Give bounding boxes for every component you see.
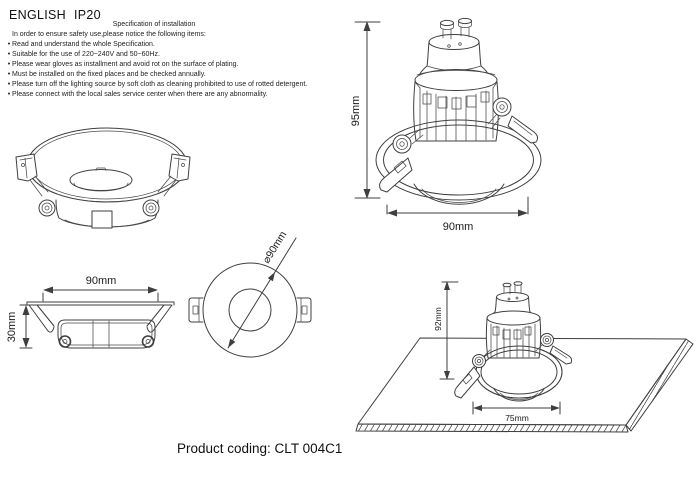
spec-item-text: Please wear gloves as installment and avoid rot on the surface of plating. [12,61,239,68]
dim-label-92mm: 92mm [433,307,443,331]
spec-item [6,70,306,80]
drawing-trim-ring-perspective [8,124,198,236]
spec-item [6,50,306,60]
drawing-lamp-assembly-perspective [350,8,585,233]
heatsink [414,70,499,142]
spec-item-text: Read and understand the whole Specification. [12,41,155,48]
dim-label-diameter: ⌀90mm [260,229,290,266]
spec-item [6,60,306,70]
drawing-ring-top-view [186,220,321,365]
spec-item [6,40,306,50]
spec-item [6,80,306,90]
dim-label-30mm: 30mm [6,311,18,343]
dimension-95mm [350,21,380,199]
specification-block [6,20,306,100]
spec-item-text: Suitable for the use of 220~240V and 50~60Hz. [12,51,160,58]
ring-profile [27,302,174,348]
dimension-width-90mm [43,275,158,301]
ring-top-body [189,263,311,357]
drawing-installation-view [350,275,696,440]
specification-title: Specification of installation [112,21,196,28]
spec-item-text: Must be installed on the fixed places and be checked annually. [12,71,206,78]
dim-label-75mm: 75mm [505,413,529,423]
dimension-diameter [228,229,296,348]
drawing-ring-front-view [5,270,185,365]
ip-rating-label: IP20 [74,8,101,22]
dim-label-95mm: 95mm [350,95,362,127]
product-coding: Product coding: CLT 004C1 [177,441,343,456]
specification-intro: In order to ensure safety use,please notice the following items: [12,31,206,38]
spec-item-text: Please turn off the lighting source by soft cloth as cleaning prohibited to use of rotted detergent. [12,81,308,88]
spec-item [6,90,306,100]
dim-label-90mm: 90mm [442,221,474,233]
dim-label-90mm: 90mm [85,275,117,287]
language-label: ENGLISH [9,8,66,22]
dimension-height-30mm [6,305,32,348]
spec-item-text: Please connect with the local sales service center when there are any abnormality. [12,91,268,98]
